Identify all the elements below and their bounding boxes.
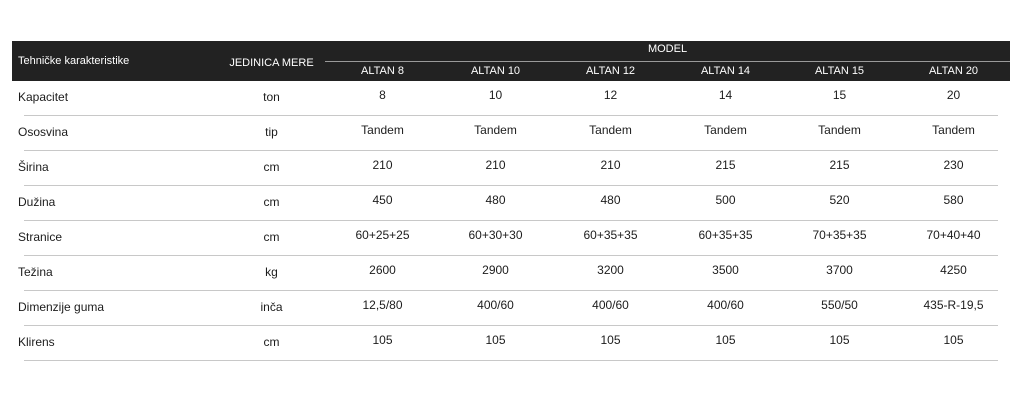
row-value: 60+25+25 — [355, 228, 410, 242]
row-label: Kapacitet — [18, 90, 69, 104]
row-value: 14 — [718, 88, 733, 102]
row-value: Tandem — [932, 123, 975, 137]
row-value: Tandem — [704, 123, 747, 137]
row-value: 105 — [829, 333, 850, 347]
row-value: 70+40+40 — [926, 228, 981, 242]
header-model-divider — [325, 61, 1010, 62]
table-row — [12, 291, 1010, 326]
row-label: Klirens — [18, 335, 55, 349]
row-value: 3700 — [826, 263, 853, 277]
row-value: 480 — [600, 193, 621, 207]
row-value: 105 — [600, 333, 621, 347]
row-value: 210 — [600, 158, 621, 172]
row-unit: kg — [265, 265, 278, 279]
row-value: 4250 — [940, 263, 967, 277]
row-value: 2600 — [369, 263, 396, 277]
row-value: Tandem — [474, 123, 517, 137]
row-value: 105 — [715, 333, 736, 347]
table-row — [12, 326, 1010, 361]
row-value: 215 — [715, 158, 736, 172]
row-value: 60+30+30 — [468, 228, 523, 242]
header-characteristics: Tehničke karakteristike — [18, 55, 130, 67]
row-value: 450 — [372, 193, 393, 207]
row-value: 500 — [715, 193, 736, 207]
row-value: 3500 — [712, 263, 739, 277]
table-row — [12, 221, 1010, 256]
row-value: 12 — [603, 88, 618, 102]
row-value: 480 — [485, 193, 506, 207]
row-label: Širina — [18, 160, 49, 174]
row-label: Dimenzije guma — [18, 300, 105, 314]
row-value: Tandem — [361, 123, 404, 137]
row-value: 580 — [943, 193, 964, 207]
header-unit: JEDINICA MERE — [229, 57, 314, 69]
row-unit: cm — [263, 195, 280, 209]
row-value: 2900 — [482, 263, 509, 277]
table-row — [12, 186, 1010, 221]
spec-table — [12, 41, 1010, 361]
row-label: Dužina — [18, 195, 56, 209]
table-row — [12, 256, 1010, 291]
row-value: 15 — [832, 88, 847, 102]
row-value: 230 — [943, 158, 964, 172]
row-label: Ososvina — [18, 125, 69, 139]
table-header — [12, 41, 1010, 81]
row-unit: cm — [263, 335, 280, 349]
row-unit: inča — [260, 300, 283, 314]
row-value: 10 — [488, 88, 503, 102]
header-model-col: ALTAN 20 — [928, 65, 979, 77]
table-row — [12, 81, 1010, 116]
row-unit: cm — [263, 230, 280, 244]
row-value: 210 — [485, 158, 506, 172]
row-unit: tip — [265, 125, 278, 139]
row-value: 550/50 — [821, 298, 858, 312]
row-value: 215 — [829, 158, 850, 172]
row-value: 105 — [372, 333, 393, 347]
row-value: Tandem — [818, 123, 861, 137]
header-model: MODEL — [647, 43, 688, 55]
row-value: 435-R-19,5 — [923, 298, 984, 312]
row-unit: ton — [263, 90, 280, 104]
table-row — [12, 151, 1010, 186]
table-row — [12, 116, 1010, 151]
header-model-col: ALTAN 14 — [700, 65, 751, 77]
row-value: 12,5/80 — [362, 298, 403, 312]
row-label: Stranice — [18, 230, 63, 244]
row-value: 400/60 — [592, 298, 629, 312]
row-value: 60+35+35 — [698, 228, 753, 242]
row-value: 70+35+35 — [812, 228, 867, 242]
row-unit: cm — [263, 160, 280, 174]
row-value: 210 — [372, 158, 393, 172]
row-value: 3200 — [597, 263, 624, 277]
row-value: 105 — [943, 333, 964, 347]
row-value: 400/60 — [477, 298, 514, 312]
row-value: 20 — [946, 88, 961, 102]
header-model-col: ALTAN 15 — [814, 65, 865, 77]
row-value: 105 — [485, 333, 506, 347]
row-value: 60+35+35 — [583, 228, 638, 242]
header-model-col: ALTAN 10 — [470, 65, 521, 77]
header-model-col: ALTAN 8 — [361, 65, 404, 77]
row-value: Tandem — [589, 123, 632, 137]
table-body — [12, 81, 1010, 361]
row-value: 520 — [829, 193, 850, 207]
header-model-col: ALTAN 12 — [585, 65, 636, 77]
row-value: 400/60 — [707, 298, 744, 312]
row-label: Težina — [18, 265, 53, 279]
row-value: 8 — [379, 88, 386, 102]
